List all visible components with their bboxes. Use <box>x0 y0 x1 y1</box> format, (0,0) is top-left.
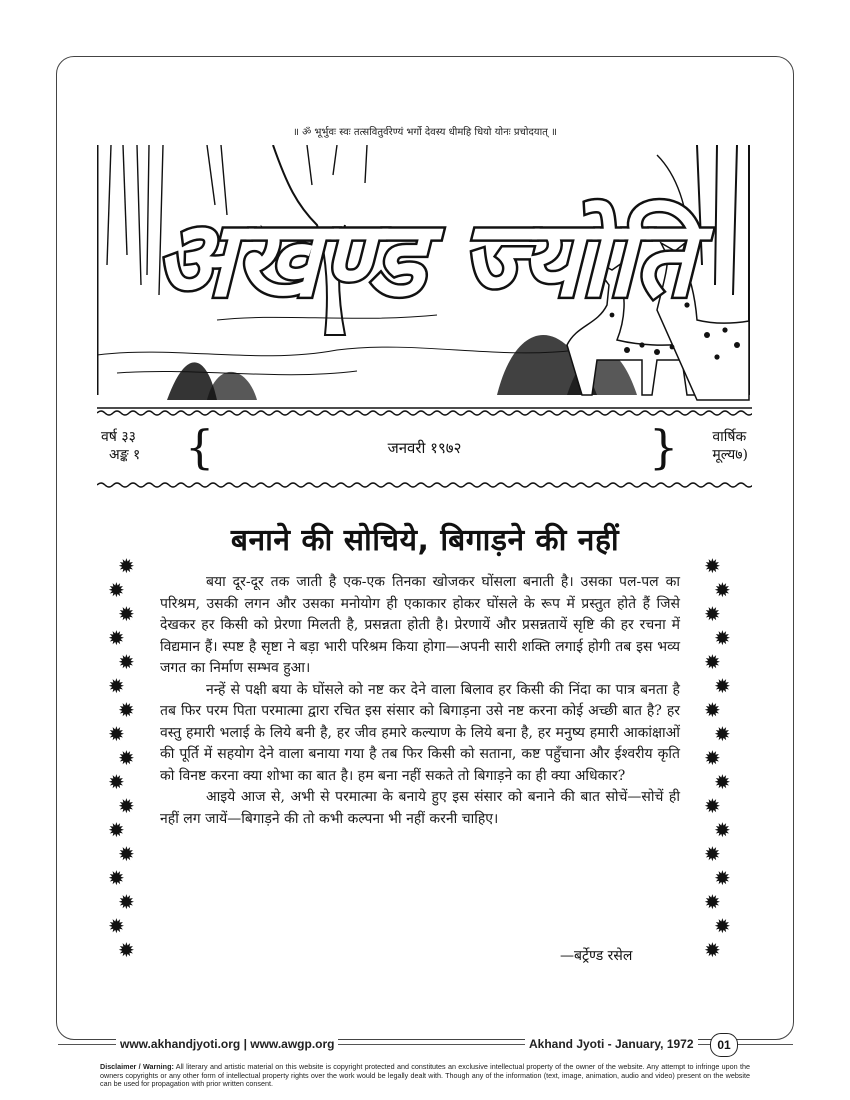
sun-ornament-icon: ✹ <box>714 722 731 746</box>
sun-ornament-icon: ✹ <box>118 602 135 626</box>
sun-ornament-icon: ✹ <box>704 842 721 866</box>
sun-ornament-icon: ✹ <box>118 938 135 962</box>
issue-date: जनवरी १९७२ <box>387 439 462 457</box>
masthead-divider-top <box>97 406 752 416</box>
sun-ornament-icon: ✹ <box>704 794 721 818</box>
disclaimer-label: Disclaimer / Warning: <box>100 1062 174 1071</box>
page-number: 01 <box>710 1033 738 1057</box>
sun-ornament-icon: ✹ <box>714 770 731 794</box>
footer-publication: Akhand Jyoti - January, 1972 <box>525 1037 698 1051</box>
sun-ornament-icon: ✹ <box>704 602 721 626</box>
disclaimer-text: All literary and artistic material on this website is copyright protected and constitutes an exclusive intellectual property of the owner of the website. Any attempt to infringe upon the owners copyrights or any other form of intellectual property rights over the work would be legally dealt with. Though any of the information (text, image, animation, audio and video) present on the website can be used for propagation with prior written consent. <box>100 1062 750 1089</box>
ground-lines <box>97 315 577 375</box>
disclaimer <box>100 1063 750 1089</box>
sun-ornament-icon: ✹ <box>714 674 731 698</box>
sun-ornament-icon: ✹ <box>118 554 135 578</box>
masthead-divider-bottom <box>97 480 752 490</box>
sun-ornament-icon: ✹ <box>108 674 125 698</box>
sun-ornament-icon: ✹ <box>108 818 125 842</box>
sun-ornament-icon: ✹ <box>108 578 125 602</box>
right-ornament-border <box>704 556 732 976</box>
sun-ornament-icon: ✹ <box>714 818 731 842</box>
issue-info-row <box>97 420 752 476</box>
sun-ornament-icon: ✹ <box>704 554 721 578</box>
sun-ornament-icon: ✹ <box>704 890 721 914</box>
sun-ornament-icon: ✹ <box>118 746 135 770</box>
sun-ornament-icon: ✹ <box>118 842 135 866</box>
price-block <box>712 428 748 464</box>
price-value: मूल्य७) <box>712 447 748 463</box>
sun-ornament-icon: ✹ <box>704 698 721 722</box>
left-ornament-border <box>108 556 136 976</box>
masthead-title: अखण्ड ज्योति <box>154 198 694 320</box>
article-title: बनाने की सोचिये, बिगाड़ने की नहीं <box>230 523 620 558</box>
sun-ornament-icon: ✹ <box>704 650 721 674</box>
sun-ornament-icon: ✹ <box>108 866 125 890</box>
article-paragraph: बया दूर-दूर तक जाती है एक-एक तिनका खोजकर घोंसला बनाती है। उसका पल-पल का परिश्रम, उसकी लगन और उसका मनोयोग ही एकाकार होकर घोंसले के रूप में प्रस्तुत होते हैं जिसे देखकर हर किसी को प्रेरणा मिलती है, प्रसन्नता होती है। प्रेरणायें और प्रसन्नतायें सृष्टि की हर रचना में विद्यमान हैं। स्पष्ट है सृष्टा ने बड़ा भारी परिश्रम किया होगा—अपनी सारी शक्ति लगाई होगी तब इस भव्य जगत का निर्माण सम्भव हुआ। <box>160 574 680 676</box>
sun-ornament-icon: ✹ <box>108 626 125 650</box>
sun-ornament-icon: ✹ <box>714 626 731 650</box>
article-author: —बर्ट्रेण्ड रसेल <box>560 948 633 964</box>
sun-ornament-icon: ✹ <box>118 890 135 914</box>
article-paragraph: आइये आज से, अभी से परमात्मा के बनाये हुए इस संसार को बनाने की बात सोचें—सोचें ही नहीं लग जायें—बिगाड़ने की तो कभी कल्पना भी नहीं करनी चाहिए। <box>160 789 680 827</box>
issue-label: अङ्क १ <box>109 447 141 463</box>
left-brace: { <box>185 420 215 474</box>
right-brace: } <box>649 420 679 474</box>
sun-ornament-icon: ✹ <box>118 794 135 818</box>
sun-ornament-icon: ✹ <box>704 746 721 770</box>
article-body <box>160 572 680 830</box>
price-label: वार्षिक <box>712 429 747 445</box>
article-paragraph: नन्हें से पक्षी बया के घोंसले को नष्ट कर देने वाला बिलाव हर किसी की निंदा का पात्र बनता है तब फिर परम पिता परमात्मा द्वारा रचित इस संसार को बिगाड़ना उसे नष्ट करना कोई अच्छी बात है? हर वस्तु हमारी भलाई के लिये बनी है, हर जीव हमारे कल्याण के लिये बना है, हर मनुष्य हमारी आकांक्षाओं की पूर्ति में सहयोग देने वाला बनाया गया है तब फिर किसी को सताना, कष्ट पहुँचाना और ईश्वरीय कृति को विनष्ट करना क्या शोभा का बात है। हम बना नहीं सकते तो बिगाड़ने का ही क्या अधिकार? <box>160 681 680 784</box>
sun-ornament-icon: ✹ <box>108 722 125 746</box>
sun-ornament-icon: ✹ <box>118 650 135 674</box>
gayatri-mantra: ॥ ॐ भूर्भुवः स्वः तत्सवितुर्वरेण्यं भर्गो देवस्य धीमहि धियो योनः प्रचोदयात् ॥ <box>292 127 558 138</box>
sun-ornament-icon: ✹ <box>714 914 731 938</box>
sun-ornament-icon: ✹ <box>118 698 135 722</box>
masthead-illustration <box>97 145 752 407</box>
sun-ornament-icon: ✹ <box>108 914 125 938</box>
sun-ornament-icon: ✹ <box>714 578 731 602</box>
footer-website-links[interactable]: www.akhandjyoti.org | www.awgp.org <box>116 1037 338 1051</box>
sun-ornament-icon: ✹ <box>108 770 125 794</box>
sun-ornament-icon: ✹ <box>704 938 721 962</box>
sun-ornament-icon: ✹ <box>714 866 731 890</box>
year-label: वर्ष ३३ <box>101 429 136 445</box>
